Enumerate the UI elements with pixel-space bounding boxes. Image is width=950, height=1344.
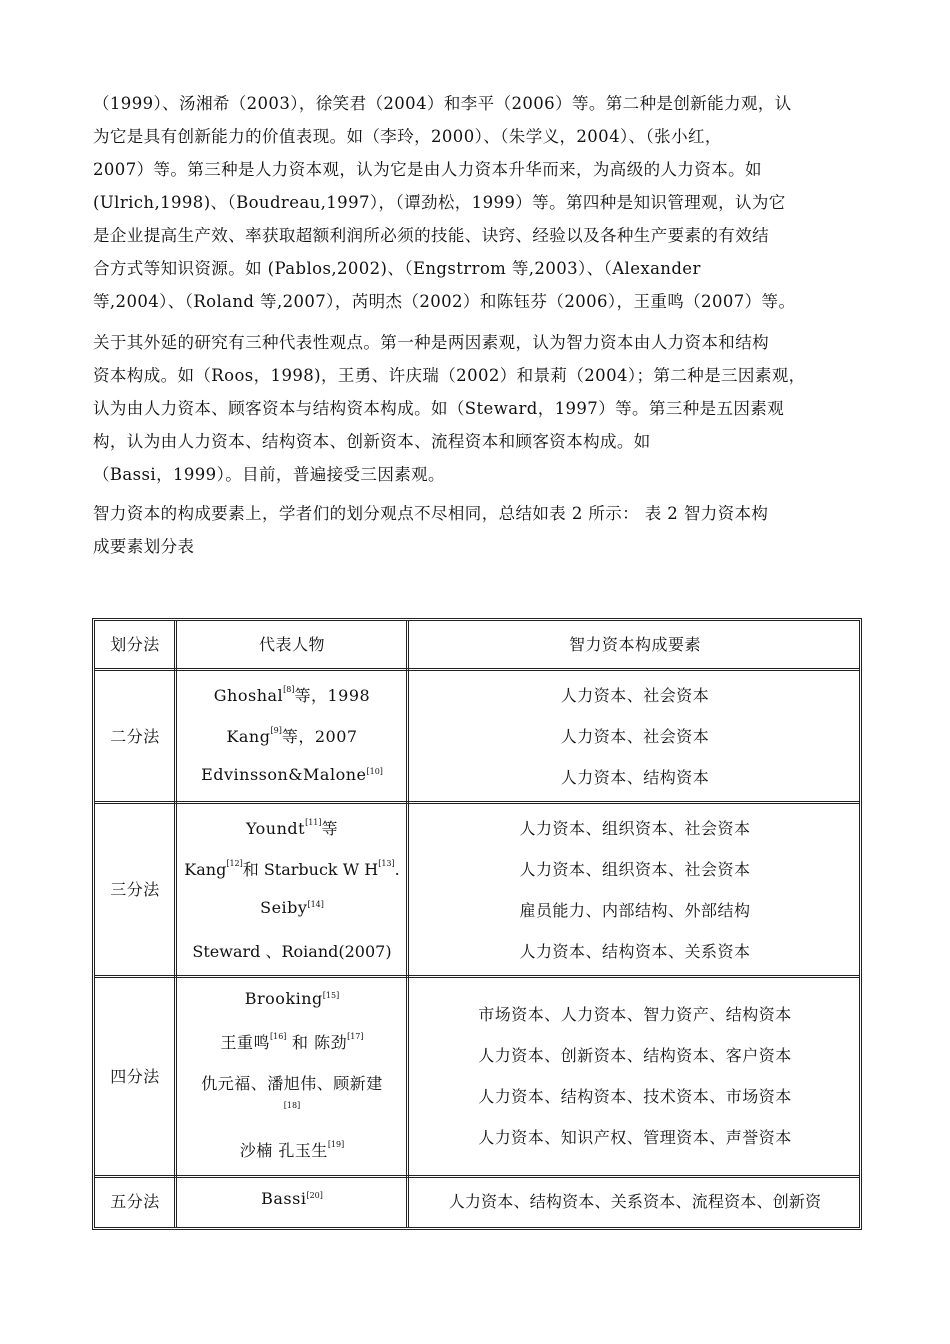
elements-cell: 人力资本、结构资本、技术资本、市场资本 (478, 1087, 792, 1106)
elements-cell: 雇员能力、内部结构、外部结构 (519, 901, 751, 920)
elements-cell: 人力资本、结构资本 (560, 768, 710, 787)
text-line: （Bassi，1999）。目前，普遍接受三因素观。 (93, 465, 445, 484)
header-elements: 智力资本构成要素 (568, 635, 701, 654)
text-line: (Ulrich,1998)、（Boudreau,1997），（谭劲松，1999）等。第四种是知识管理观，认为它 (93, 193, 786, 212)
text-line: 合方式等知识资源。如 (Pablos,2002)、（Engstrrom 等,2003）、（Alexander (93, 259, 701, 278)
text-line: 是企业提高生产效、率获取超额利润所必须的技能、诀窍、经验以及各种生产要素的有效结 (93, 226, 769, 245)
table-divider (174, 620, 177, 1228)
table-caption: 成要素划分表 (93, 537, 195, 556)
representative-cell: 沙楠 孔玉生[19] (239, 1140, 345, 1160)
representative-cell: 仇元福、潘旭伟、顾新建 (201, 1074, 383, 1093)
header-representatives: 代表人物 (258, 635, 325, 654)
elements-cell: 人力资本、知识产权、管理资本、声誉资本 (478, 1128, 792, 1147)
text-line: 智力资本的构成要素上，学者们的划分观点不尽相同，总结如表 2 所示： 表 2 智力资本构 (93, 504, 769, 523)
representative-cell: Kang[12]和 Starbuck W H[13]. (184, 859, 400, 879)
table-divider (94, 975, 860, 978)
elements-cell: 人力资本、组织资本、社会资本 (519, 819, 751, 838)
reference-mark: [18] (283, 1101, 301, 1110)
text-line: 2007）等。第三种是人力资本观，认为它是由人力资本升华而来，为高级的人力资本。如 (93, 160, 762, 179)
elements-cell: 人力资本、社会资本 (560, 686, 710, 705)
representative-cell: Edvinsson&Malone[10] (201, 765, 383, 784)
table-divider (94, 801, 860, 804)
method-cell: 二分法 (110, 727, 160, 746)
text-line: 为它是具有创新能力的价值表现。如（李玲，2000）、（朱学义，2004）、（张小红， (93, 127, 722, 146)
paragraph-concept-views (93, 87, 863, 318)
representative-cell: Ghoshal[8]等，1998 (213, 685, 371, 705)
representative-cell: Kang[9]等，2007 (226, 726, 358, 746)
elements-cell: 人力资本、结构资本、关系资本、流程资本、创新资 (448, 1192, 822, 1211)
text-line: 关于其外延的研究有三种代表性观点。第一种是两因素观，认为智力资本由人力资本和结构 (93, 333, 769, 352)
paragraph-extension-views (93, 326, 863, 491)
elements-cell: 人力资本、组织资本、社会资本 (519, 860, 751, 879)
paragraph-table-intro (93, 497, 863, 563)
method-cell: 三分法 (110, 880, 160, 899)
table-divider (94, 668, 860, 671)
text-line: 资本构成。如（Roos，1998)，王勇、许庆瑞（2002）和景莉（2004）；第二种是三因素观， (93, 366, 806, 385)
elements-cell: 人力资本、创新资本、结构资本、客户资本 (478, 1046, 792, 1065)
representative-cell: Steward 、Roiand(2007) (192, 942, 392, 961)
method-cell: 四分法 (110, 1067, 160, 1086)
header-method: 划分法 (110, 635, 160, 654)
text-line: （1999）、汤湘希（2003），徐笑君（2004）和李平（2006）等。第二种是创新能力观，认 (93, 94, 792, 113)
table-divider (406, 620, 409, 1228)
representative-cell: 王重鸣[16] 和 陈劲[17] (220, 1032, 364, 1052)
text-line: 等,2004）、（Roland 等,2007），芮明杰（2002）和陈钰芬（2006），王重鸣（2007）等。 (93, 292, 796, 311)
elements-cell: 市场资本、人力资本、智力资产、结构资本 (478, 1005, 792, 1024)
method-cell: 五分法 (110, 1192, 160, 1211)
table-divider (94, 1175, 860, 1178)
representative-cell: Bassi[20] (261, 1189, 323, 1208)
representative-cell: Youndt[11]等 (245, 818, 339, 838)
representative-cell: Seiby[14] (260, 898, 324, 917)
elements-cell: 人力资本、结构资本、关系资本 (519, 942, 751, 961)
text-line: 构，认为由人力资本、结构资本、创新资本、流程资本和顾客资本构成。如 (93, 432, 651, 451)
representative-cell: Brooking[15] (244, 989, 340, 1008)
elements-cell: 人力资本、社会资本 (560, 727, 710, 746)
text-line: 认为由人力资本、顾客资本与结构资本构成。如（Steward，1997）等。第三种是五因素观 (93, 399, 785, 418)
